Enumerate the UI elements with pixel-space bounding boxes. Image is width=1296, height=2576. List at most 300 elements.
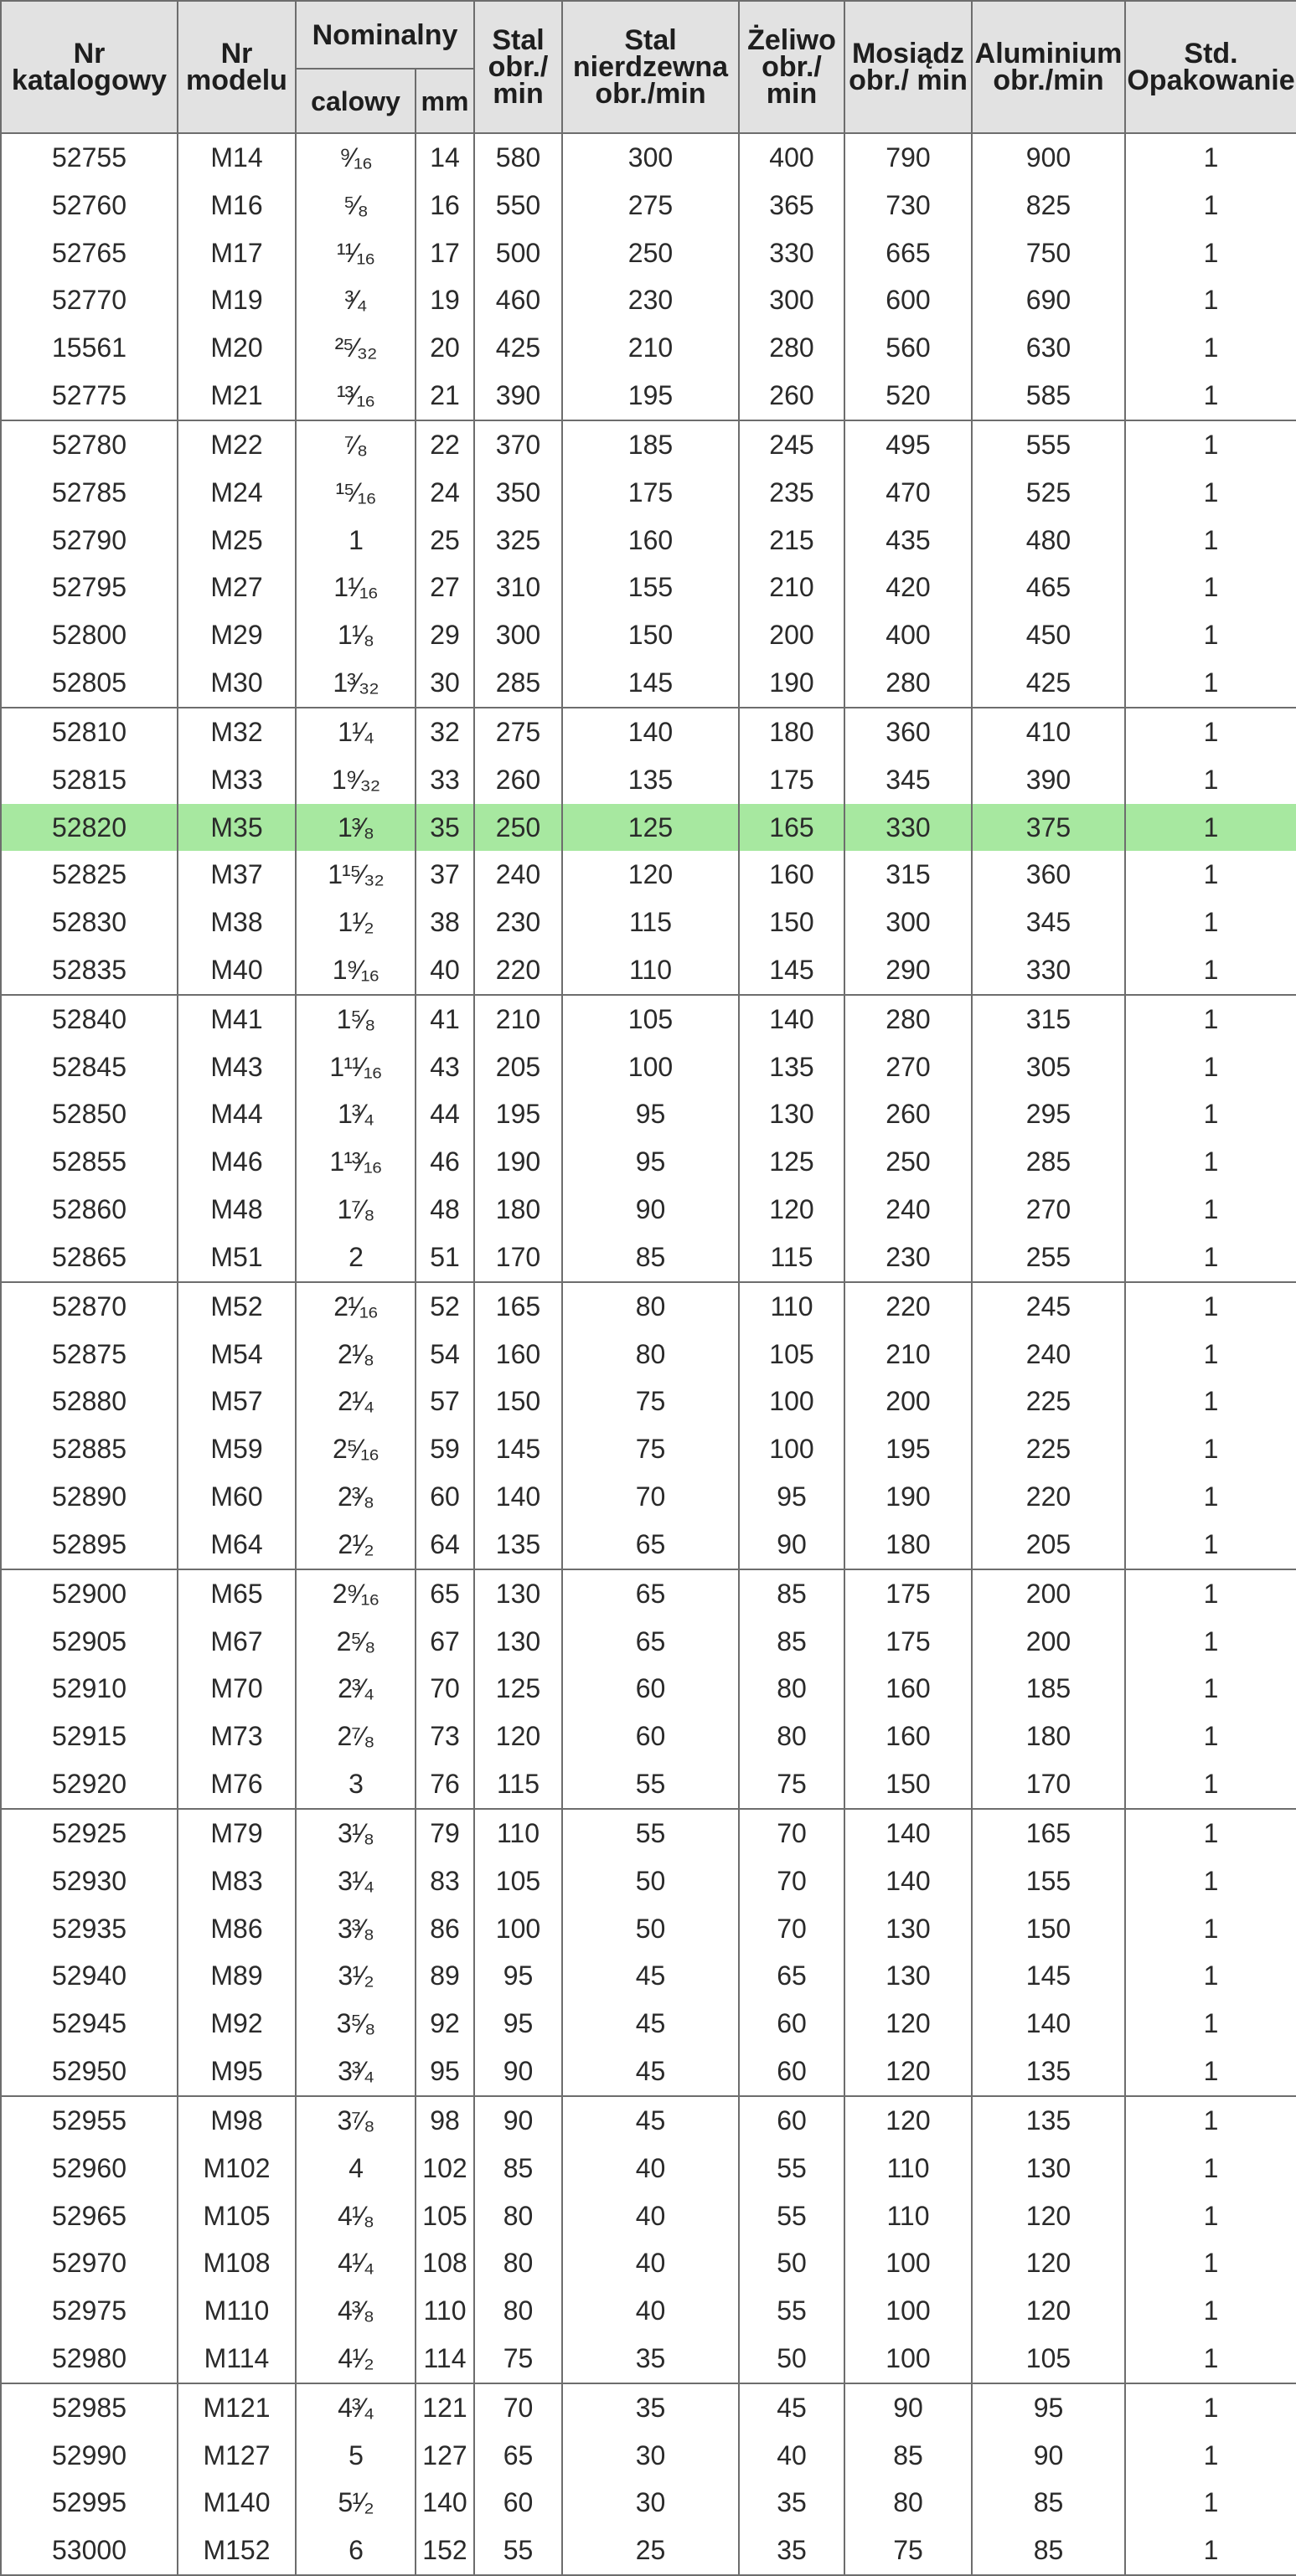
model-cell: M57 xyxy=(178,1378,296,1426)
std-package-cell: 1 xyxy=(1125,2000,1296,2048)
catalog-cell: 52950 xyxy=(1,2048,178,2096)
aluminium-speed-cell: 200 xyxy=(972,1618,1125,1666)
std-package-cell: 1 xyxy=(1125,1666,1296,1713)
aluminium-speed-cell: 270 xyxy=(972,1186,1125,1234)
steel-speed-cell: 110 xyxy=(474,1809,562,1857)
nominal-inch-cell: 1¹⁄₄ xyxy=(296,708,416,756)
steel-speed-cell: 550 xyxy=(474,182,562,229)
catalog-cell: 52975 xyxy=(1,2287,178,2335)
aluminium-speed-cell: 285 xyxy=(972,1138,1125,1186)
aluminium-speed-cell: 330 xyxy=(972,946,1125,995)
nominal-inch-cell: 3³⁄₈ xyxy=(296,1905,416,1953)
model-cell: M140 xyxy=(178,2480,296,2527)
steel-speed-cell: 165 xyxy=(474,1282,562,1331)
std-package-cell: 1 xyxy=(1125,1234,1296,1282)
cast-iron-speed-cell: 400 xyxy=(739,133,844,182)
brass-speed-cell: 470 xyxy=(844,469,972,517)
nominal-mm-cell: 105 xyxy=(416,2192,474,2240)
table-row xyxy=(1,1282,1296,1331)
stainless-speed-cell: 115 xyxy=(562,899,739,946)
table-row xyxy=(1,2432,1296,2480)
nominal-inch-cell: 4¹⁄₈ xyxy=(296,2192,416,2240)
stainless-speed-cell: 60 xyxy=(562,1713,739,1760)
aluminium-speed-cell: 425 xyxy=(972,659,1125,708)
brass-speed-cell: 180 xyxy=(844,1521,972,1569)
steel-speed-cell: 310 xyxy=(474,564,562,611)
catalog-cell: 52945 xyxy=(1,2000,178,2048)
table-row xyxy=(1,2383,1296,2432)
stainless-speed-cell: 135 xyxy=(562,756,739,804)
cast-iron-speed-cell: 50 xyxy=(739,2335,844,2383)
stainless-speed-cell: 175 xyxy=(562,469,739,517)
model-cell: M25 xyxy=(178,517,296,564)
nominal-inch-cell: 3¹⁄₄ xyxy=(296,1857,416,1905)
std-package-cell: 1 xyxy=(1125,517,1296,564)
aluminium-speed-cell: 155 xyxy=(972,1857,1125,1905)
stainless-speed-cell: 50 xyxy=(562,1905,739,1953)
model-cell: M102 xyxy=(178,2145,296,2192)
catalog-cell: 52875 xyxy=(1,1331,178,1378)
stainless-speed-cell: 40 xyxy=(562,2287,739,2335)
aluminium-speed-cell: 555 xyxy=(972,420,1125,469)
aluminium-speed-cell: 205 xyxy=(972,1521,1125,1569)
std-package-cell: 1 xyxy=(1125,1282,1296,1331)
nominal-inch-cell: ²⁵⁄₃₂ xyxy=(296,324,416,372)
catalog-cell: 52915 xyxy=(1,1713,178,1760)
nominal-mm-cell: 27 xyxy=(416,564,474,611)
cast-iron-speed-cell: 180 xyxy=(739,708,844,756)
header-model-number: Nr modelu xyxy=(178,1,296,133)
cast-iron-speed-cell: 80 xyxy=(739,1713,844,1760)
table-row xyxy=(1,611,1296,659)
nominal-inch-cell: 2³⁄₈ xyxy=(296,1473,416,1521)
steel-speed-cell: 80 xyxy=(474,2287,562,2335)
std-package-cell: 1 xyxy=(1125,2432,1296,2480)
cast-iron-speed-cell: 55 xyxy=(739,2192,844,2240)
model-cell: M35 xyxy=(178,804,296,852)
stainless-speed-cell: 85 xyxy=(562,1234,739,1282)
nominal-mm-cell: 52 xyxy=(416,1282,474,1331)
nominal-mm-cell: 59 xyxy=(416,1425,474,1473)
std-package-cell: 1 xyxy=(1125,276,1296,324)
model-cell: M37 xyxy=(178,851,296,899)
nominal-inch-cell: 1³⁄₃₂ xyxy=(296,659,416,708)
cast-iron-speed-cell: 75 xyxy=(739,1760,844,1809)
catalog-cell: 52800 xyxy=(1,611,178,659)
table-row-highlighted xyxy=(1,804,1296,852)
std-package-cell: 1 xyxy=(1125,1952,1296,2000)
nominal-mm-cell: 30 xyxy=(416,659,474,708)
nominal-inch-cell: ³⁄₄ xyxy=(296,276,416,324)
nominal-mm-cell: 102 xyxy=(416,2145,474,2192)
model-cell: M110 xyxy=(178,2287,296,2335)
aluminium-speed-cell: 525 xyxy=(972,469,1125,517)
cast-iron-speed-cell: 70 xyxy=(739,1905,844,1953)
steel-speed-cell: 425 xyxy=(474,324,562,372)
nominal-inch-cell: 1¹³⁄₁₆ xyxy=(296,1138,416,1186)
header-catalog-number: Nr katalogowy xyxy=(1,1,178,133)
steel-speed-cell: 95 xyxy=(474,1952,562,2000)
aluminium-speed-cell: 375 xyxy=(972,804,1125,852)
std-package-cell: 1 xyxy=(1125,946,1296,995)
aluminium-speed-cell: 130 xyxy=(972,2145,1125,2192)
cast-iron-speed-cell: 60 xyxy=(739,2096,844,2145)
model-cell: M19 xyxy=(178,276,296,324)
aluminium-speed-cell: 630 xyxy=(972,324,1125,372)
catalog-cell: 52920 xyxy=(1,1760,178,1809)
std-package-cell: 1 xyxy=(1125,1043,1296,1091)
model-cell: M114 xyxy=(178,2335,296,2383)
cast-iron-speed-cell: 60 xyxy=(739,2000,844,2048)
nominal-mm-cell: 140 xyxy=(416,2480,474,2527)
model-cell: M86 xyxy=(178,1905,296,1953)
brass-speed-cell: 120 xyxy=(844,2000,972,2048)
model-cell: M92 xyxy=(178,2000,296,2048)
nominal-mm-cell: 67 xyxy=(416,1618,474,1666)
std-package-cell: 1 xyxy=(1125,2048,1296,2096)
nominal-inch-cell: ¹⁵⁄₁₆ xyxy=(296,469,416,517)
steel-speed-cell: 205 xyxy=(474,1043,562,1091)
catalog-cell: 52805 xyxy=(1,659,178,708)
std-package-cell: 1 xyxy=(1125,659,1296,708)
nominal-mm-cell: 73 xyxy=(416,1713,474,1760)
nominal-mm-cell: 86 xyxy=(416,1905,474,1953)
std-package-cell: 1 xyxy=(1125,1473,1296,1521)
brass-speed-cell: 495 xyxy=(844,420,972,469)
nominal-inch-cell: 1⁹⁄₃₂ xyxy=(296,756,416,804)
steel-speed-cell: 105 xyxy=(474,1857,562,1905)
cast-iron-speed-cell: 260 xyxy=(739,372,844,420)
catalog-cell: 52815 xyxy=(1,756,178,804)
aluminium-speed-cell: 240 xyxy=(972,1331,1125,1378)
cast-iron-speed-cell: 365 xyxy=(739,182,844,229)
nominal-mm-cell: 110 xyxy=(416,2287,474,2335)
table-row xyxy=(1,1569,1296,1618)
model-cell: M105 xyxy=(178,2192,296,2240)
aluminium-speed-cell: 120 xyxy=(972,2239,1125,2287)
steel-speed-cell: 390 xyxy=(474,372,562,420)
steel-speed-cell: 350 xyxy=(474,469,562,517)
model-cell: M20 xyxy=(178,324,296,372)
model-cell: M17 xyxy=(178,229,296,277)
cast-iron-speed-cell: 215 xyxy=(739,517,844,564)
cast-iron-speed-cell: 85 xyxy=(739,1618,844,1666)
nominal-inch-cell: 1³⁄₄ xyxy=(296,1091,416,1139)
nominal-inch-cell: 1³⁄₈ xyxy=(296,804,416,852)
steel-speed-cell: 135 xyxy=(474,1521,562,1569)
catalog-cell: 52770 xyxy=(1,276,178,324)
cast-iron-speed-cell: 35 xyxy=(739,2480,844,2527)
model-cell: M14 xyxy=(178,133,296,182)
model-cell: M98 xyxy=(178,2096,296,2145)
steel-speed-cell: 90 xyxy=(474,2048,562,2096)
stainless-speed-cell: 45 xyxy=(562,2048,739,2096)
std-package-cell: 1 xyxy=(1125,1378,1296,1426)
stainless-speed-cell: 145 xyxy=(562,659,739,708)
catalog-cell: 52900 xyxy=(1,1569,178,1618)
stainless-speed-cell: 150 xyxy=(562,611,739,659)
catalog-cell: 52755 xyxy=(1,133,178,182)
std-package-cell: 1 xyxy=(1125,372,1296,420)
steel-speed-cell: 145 xyxy=(474,1425,562,1473)
std-package-cell: 1 xyxy=(1125,611,1296,659)
stainless-speed-cell: 45 xyxy=(562,1952,739,2000)
table-row xyxy=(1,2048,1296,2096)
cast-iron-speed-cell: 70 xyxy=(739,1809,844,1857)
nominal-inch-cell: 4¹⁄₂ xyxy=(296,2335,416,2383)
table-row xyxy=(1,1521,1296,1569)
brass-speed-cell: 120 xyxy=(844,2096,972,2145)
nominal-mm-cell: 92 xyxy=(416,2000,474,2048)
catalog-cell: 52990 xyxy=(1,2432,178,2480)
steel-speed-cell: 195 xyxy=(474,1091,562,1139)
stainless-speed-cell: 45 xyxy=(562,2000,739,2048)
table-row xyxy=(1,2480,1296,2527)
stainless-speed-cell: 55 xyxy=(562,1809,739,1857)
aluminium-speed-cell: 120 xyxy=(972,2287,1125,2335)
catalog-cell: 52890 xyxy=(1,1473,178,1521)
stainless-speed-cell: 90 xyxy=(562,1186,739,1234)
table-row xyxy=(1,1331,1296,1378)
stainless-speed-cell: 100 xyxy=(562,1043,739,1091)
cast-iron-speed-cell: 110 xyxy=(739,1282,844,1331)
catalog-cell: 52865 xyxy=(1,1234,178,1282)
steel-speed-cell: 285 xyxy=(474,659,562,708)
brass-speed-cell: 80 xyxy=(844,2480,972,2527)
brass-speed-cell: 100 xyxy=(844,2287,972,2335)
nominal-mm-cell: 65 xyxy=(416,1569,474,1618)
model-cell: M48 xyxy=(178,1186,296,1234)
table-row xyxy=(1,708,1296,756)
aluminium-speed-cell: 170 xyxy=(972,1760,1125,1809)
table-row xyxy=(1,1425,1296,1473)
nominal-mm-cell: 14 xyxy=(416,133,474,182)
model-cell: M108 xyxy=(178,2239,296,2287)
nominal-mm-cell: 114 xyxy=(416,2335,474,2383)
table-row xyxy=(1,659,1296,708)
stainless-speed-cell: 30 xyxy=(562,2432,739,2480)
table-row xyxy=(1,2239,1296,2287)
nominal-inch-cell: ⁷⁄₈ xyxy=(296,420,416,469)
steel-speed-cell: 55 xyxy=(474,2527,562,2575)
aluminium-speed-cell: 305 xyxy=(972,1043,1125,1091)
nominal-mm-cell: 108 xyxy=(416,2239,474,2287)
nominal-mm-cell: 37 xyxy=(416,851,474,899)
nominal-mm-cell: 24 xyxy=(416,469,474,517)
std-package-cell: 1 xyxy=(1125,2239,1296,2287)
brass-speed-cell: 110 xyxy=(844,2145,972,2192)
brass-speed-cell: 250 xyxy=(844,1138,972,1186)
table-row xyxy=(1,182,1296,229)
model-cell: M79 xyxy=(178,1809,296,1857)
brass-speed-cell: 100 xyxy=(844,2239,972,2287)
model-cell: M22 xyxy=(178,420,296,469)
table-row xyxy=(1,2287,1296,2335)
cast-iron-speed-cell: 160 xyxy=(739,851,844,899)
std-package-cell: 1 xyxy=(1125,851,1296,899)
steel-speed-cell: 260 xyxy=(474,756,562,804)
nominal-mm-cell: 51 xyxy=(416,1234,474,1282)
std-package-cell: 1 xyxy=(1125,2383,1296,2432)
stainless-speed-cell: 300 xyxy=(562,133,739,182)
cast-iron-speed-cell: 135 xyxy=(739,1043,844,1091)
header-aluminium-speed: Aluminium obr./min xyxy=(972,1,1125,133)
brass-speed-cell: 200 xyxy=(844,1378,972,1426)
model-cell: M152 xyxy=(178,2527,296,2575)
aluminium-speed-cell: 185 xyxy=(972,1666,1125,1713)
brass-speed-cell: 400 xyxy=(844,611,972,659)
table-row xyxy=(1,2096,1296,2145)
std-package-cell: 1 xyxy=(1125,1809,1296,1857)
header-brass-speed: Mosiądz obr./ min xyxy=(844,1,972,133)
stainless-speed-cell: 195 xyxy=(562,372,739,420)
brass-speed-cell: 270 xyxy=(844,1043,972,1091)
catalog-cell: 52840 xyxy=(1,995,178,1043)
nominal-mm-cell: 48 xyxy=(416,1186,474,1234)
model-cell: M40 xyxy=(178,946,296,995)
aluminium-speed-cell: 585 xyxy=(972,372,1125,420)
steel-speed-cell: 300 xyxy=(474,611,562,659)
brass-speed-cell: 130 xyxy=(844,1952,972,2000)
model-cell: M127 xyxy=(178,2432,296,2480)
table-row xyxy=(1,324,1296,372)
brass-speed-cell: 600 xyxy=(844,276,972,324)
stainless-speed-cell: 210 xyxy=(562,324,739,372)
brass-speed-cell: 140 xyxy=(844,1857,972,1905)
steel-speed-cell: 140 xyxy=(474,1473,562,1521)
nominal-mm-cell: 21 xyxy=(416,372,474,420)
stainless-speed-cell: 155 xyxy=(562,564,739,611)
cast-iron-speed-cell: 130 xyxy=(739,1091,844,1139)
std-package-cell: 1 xyxy=(1125,2192,1296,2240)
table-row xyxy=(1,517,1296,564)
steel-speed-cell: 500 xyxy=(474,229,562,277)
cast-iron-speed-cell: 245 xyxy=(739,420,844,469)
steel-speed-cell: 325 xyxy=(474,517,562,564)
std-package-cell: 1 xyxy=(1125,2527,1296,2575)
aluminium-speed-cell: 345 xyxy=(972,899,1125,946)
stainless-speed-cell: 140 xyxy=(562,708,739,756)
nominal-inch-cell: 2⁵⁄₈ xyxy=(296,1618,416,1666)
nominal-mm-cell: 79 xyxy=(416,1809,474,1857)
header-cast-iron-speed: Żeliwo obr./ min xyxy=(739,1,844,133)
steel-speed-cell: 85 xyxy=(474,2145,562,2192)
std-package-cell: 1 xyxy=(1125,708,1296,756)
brass-speed-cell: 230 xyxy=(844,1234,972,1282)
model-cell: M52 xyxy=(178,1282,296,1331)
nominal-mm-cell: 22 xyxy=(416,420,474,469)
model-cell: M89 xyxy=(178,1952,296,2000)
std-package-cell: 1 xyxy=(1125,756,1296,804)
catalog-cell: 52795 xyxy=(1,564,178,611)
steel-speed-cell: 230 xyxy=(474,899,562,946)
cast-iron-speed-cell: 115 xyxy=(739,1234,844,1282)
model-cell: M65 xyxy=(178,1569,296,1618)
steel-speed-cell: 80 xyxy=(474,2192,562,2240)
cast-iron-speed-cell: 145 xyxy=(739,946,844,995)
table-row xyxy=(1,2527,1296,2575)
nominal-inch-cell: ¹¹⁄₁₆ xyxy=(296,229,416,277)
aluminium-speed-cell: 390 xyxy=(972,756,1125,804)
header-nominal-mm: mm xyxy=(416,69,474,133)
table-row xyxy=(1,756,1296,804)
catalog-cell: 52935 xyxy=(1,1905,178,1953)
cast-iron-speed-cell: 200 xyxy=(739,611,844,659)
std-package-cell: 1 xyxy=(1125,804,1296,852)
aluminium-speed-cell: 95 xyxy=(972,2383,1125,2432)
stainless-speed-cell: 160 xyxy=(562,517,739,564)
steel-speed-cell: 70 xyxy=(474,2383,562,2432)
catalog-cell: 52980 xyxy=(1,2335,178,2383)
cast-iron-speed-cell: 210 xyxy=(739,564,844,611)
nominal-mm-cell: 43 xyxy=(416,1043,474,1091)
model-cell: M24 xyxy=(178,469,296,517)
table-row xyxy=(1,564,1296,611)
cast-iron-speed-cell: 95 xyxy=(739,1473,844,1521)
nominal-mm-cell: 76 xyxy=(416,1760,474,1809)
aluminium-speed-cell: 85 xyxy=(972,2480,1125,2527)
brass-speed-cell: 330 xyxy=(844,804,972,852)
stainless-speed-cell: 75 xyxy=(562,1378,739,1426)
table-row xyxy=(1,899,1296,946)
catalog-cell: 52880 xyxy=(1,1378,178,1426)
table-row xyxy=(1,1473,1296,1521)
aluminium-speed-cell: 480 xyxy=(972,517,1125,564)
steel-speed-cell: 240 xyxy=(474,851,562,899)
nominal-mm-cell: 44 xyxy=(416,1091,474,1139)
std-package-cell: 1 xyxy=(1125,1905,1296,1953)
nominal-inch-cell: 2¹⁄₁₆ xyxy=(296,1282,416,1331)
catalog-cell: 52785 xyxy=(1,469,178,517)
aluminium-speed-cell: 900 xyxy=(972,133,1125,182)
cast-iron-speed-cell: 85 xyxy=(739,1569,844,1618)
brass-speed-cell: 175 xyxy=(844,1618,972,1666)
model-cell: M51 xyxy=(178,1234,296,1282)
nominal-inch-cell: 1¹⁄₂ xyxy=(296,899,416,946)
aluminium-speed-cell: 200 xyxy=(972,1569,1125,1618)
std-package-cell: 1 xyxy=(1125,420,1296,469)
model-cell: M21 xyxy=(178,372,296,420)
brass-speed-cell: 300 xyxy=(844,899,972,946)
aluminium-speed-cell: 465 xyxy=(972,564,1125,611)
cast-iron-speed-cell: 330 xyxy=(739,229,844,277)
cast-iron-speed-cell: 40 xyxy=(739,2432,844,2480)
nominal-inch-cell: 3⁵⁄₈ xyxy=(296,2000,416,2048)
catalog-cell: 52870 xyxy=(1,1282,178,1331)
aluminium-speed-cell: 90 xyxy=(972,2432,1125,2480)
table-row xyxy=(1,2000,1296,2048)
nominal-inch-cell: 1¹¹⁄₁₆ xyxy=(296,1043,416,1091)
brass-speed-cell: 190 xyxy=(844,1473,972,1521)
model-cell: M83 xyxy=(178,1857,296,1905)
table-row xyxy=(1,420,1296,469)
table-row xyxy=(1,1043,1296,1091)
nominal-inch-cell: ¹³⁄₁₆ xyxy=(296,372,416,420)
std-package-cell: 1 xyxy=(1125,564,1296,611)
stainless-speed-cell: 45 xyxy=(562,2096,739,2145)
model-cell: M76 xyxy=(178,1760,296,1809)
nominal-inch-cell: 3 xyxy=(296,1760,416,1809)
stainless-speed-cell: 75 xyxy=(562,1425,739,1473)
brass-speed-cell: 360 xyxy=(844,708,972,756)
table-row xyxy=(1,1857,1296,1905)
nominal-mm-cell: 70 xyxy=(416,1666,474,1713)
table-row xyxy=(1,1186,1296,1234)
stainless-speed-cell: 65 xyxy=(562,1569,739,1618)
std-package-cell: 1 xyxy=(1125,2480,1296,2527)
nominal-inch-cell: 1⁹⁄₁₆ xyxy=(296,946,416,995)
aluminium-speed-cell: 750 xyxy=(972,229,1125,277)
